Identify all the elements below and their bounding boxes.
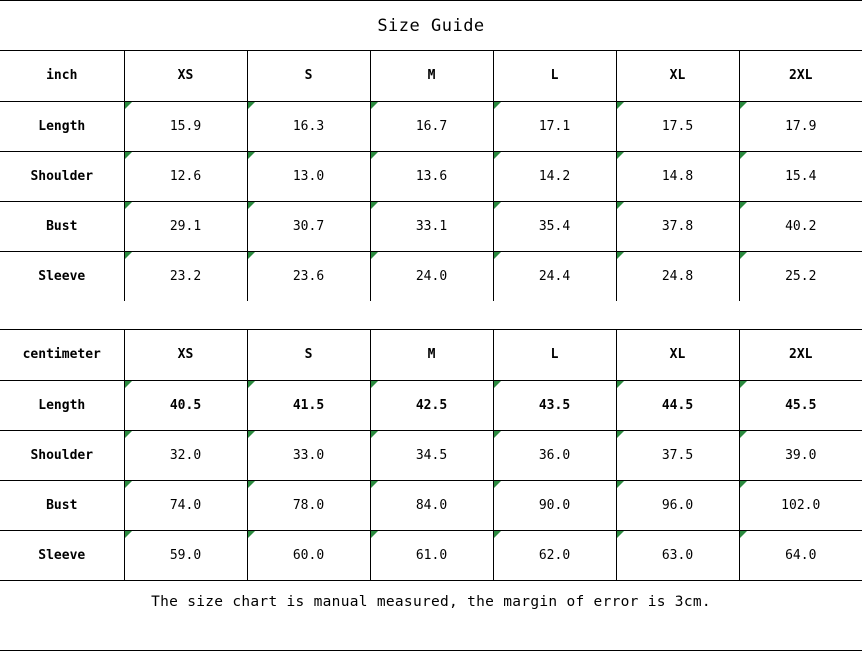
size-header-s: S [247,51,370,101]
cell-shoulder-s-inch: 13.0 [247,151,370,201]
cell-length-2xl-cm: 45.5 [739,380,862,430]
cell-length-m-cm: 42.5 [370,380,493,430]
cell-length-l-cm: 43.5 [493,380,616,430]
cell-shoulder-xl-inch: 14.8 [616,151,739,201]
unit-label-inch: inch [0,51,124,101]
cell-sleeve-xl-inch: 24.8 [616,251,739,301]
size-header-xs-cm: XS [124,330,247,380]
size-header-xl-cm: XL [616,330,739,380]
cell-length-xl-cm: 44.5 [616,380,739,430]
unit-label-centimeter: centimeter [0,330,124,380]
row-label-shoulder-inch: Shoulder [0,151,124,201]
cell-bust-xs-cm: 74.0 [124,480,247,530]
cell-sleeve-s-cm: 60.0 [247,530,370,580]
row-label-sleeve-cm: Sleeve [0,530,124,580]
row-label-sleeve-inch: Sleeve [0,251,124,301]
size-table-inch [0,51,862,301]
cell-length-2xl-inch: 17.9 [739,101,862,151]
table-row [0,530,862,580]
cell-shoulder-m-cm: 34.5 [370,430,493,480]
cell-bust-l-cm: 90.0 [493,480,616,530]
cell-sleeve-xs-cm: 59.0 [124,530,247,580]
cell-shoulder-m-inch: 13.6 [370,151,493,201]
table-separator-band [0,301,862,330]
row-label-bust-cm: Bust [0,480,124,530]
cell-length-s-inch: 16.3 [247,101,370,151]
cell-bust-xs-inch: 29.1 [124,201,247,251]
cell-sleeve-2xl-cm: 64.0 [739,530,862,580]
cell-shoulder-xs-inch: 12.6 [124,151,247,201]
cell-shoulder-l-inch: 14.2 [493,151,616,201]
size-header-2xl: 2XL [739,51,862,101]
cell-bust-s-inch: 30.7 [247,201,370,251]
cell-sleeve-2xl-inch: 25.2 [739,251,862,301]
cell-length-s-cm: 41.5 [247,380,370,430]
cell-bust-xl-cm: 96.0 [616,480,739,530]
table-row [0,480,862,530]
cell-length-xl-inch: 17.5 [616,101,739,151]
cell-length-m-inch: 16.7 [370,101,493,151]
row-label-bust-inch: Bust [0,201,124,251]
cell-bust-m-inch: 33.1 [370,201,493,251]
size-header-l: L [493,51,616,101]
table-row [0,430,862,480]
row-label-length-inch: Length [0,101,124,151]
footer-note [0,580,862,623]
cell-sleeve-m-inch: 24.0 [370,251,493,301]
cell-sleeve-l-cm: 62.0 [493,530,616,580]
table-header-row-centimeter [0,330,862,380]
cell-bust-s-cm: 78.0 [247,480,370,530]
size-header-s-cm: S [247,330,370,380]
cell-bust-2xl-cm: 102.0 [739,480,862,530]
table-header-row-inch [0,51,862,101]
cell-sleeve-s-inch: 23.6 [247,251,370,301]
table-row [0,380,862,430]
cell-bust-l-inch: 35.4 [493,201,616,251]
cell-shoulder-xs-cm: 32.0 [124,430,247,480]
table-row [0,201,862,251]
cell-shoulder-s-cm: 33.0 [247,430,370,480]
size-header-xl: XL [616,51,739,101]
page-title: Size Guide [377,15,485,36]
cell-sleeve-xs-inch: 23.2 [124,251,247,301]
size-header-l-cm: L [493,330,616,380]
size-header-xs: XS [124,51,247,101]
cell-bust-2xl-inch: 40.2 [739,201,862,251]
table-row [0,151,862,201]
row-label-shoulder-cm: Shoulder [0,430,124,480]
cell-bust-m-cm: 84.0 [370,480,493,530]
cell-shoulder-xl-cm: 37.5 [616,430,739,480]
table-row [0,101,862,151]
cell-length-xs-inch: 15.9 [124,101,247,151]
cell-sleeve-m-cm: 61.0 [370,530,493,580]
table-row [0,251,862,301]
cell-shoulder-l-cm: 36.0 [493,430,616,480]
page-title-bar [0,1,862,51]
cell-shoulder-2xl-inch: 15.4 [739,151,862,201]
cell-sleeve-xl-cm: 63.0 [616,530,739,580]
footer-note-text: The size chart is manual measured, the margin of error is 3cm. [151,594,711,610]
cell-shoulder-2xl-cm: 39.0 [739,430,862,480]
cell-bust-xl-inch: 37.8 [616,201,739,251]
size-header-2xl-cm: 2XL [739,330,862,380]
cell-length-l-inch: 17.1 [493,101,616,151]
row-label-length-cm: Length [0,380,124,430]
cell-sleeve-l-inch: 24.4 [493,251,616,301]
size-table-centimeter [0,330,862,580]
size-header-m: M [370,51,493,101]
cell-length-xs-cm: 40.5 [124,380,247,430]
size-header-m-cm: M [370,330,493,380]
